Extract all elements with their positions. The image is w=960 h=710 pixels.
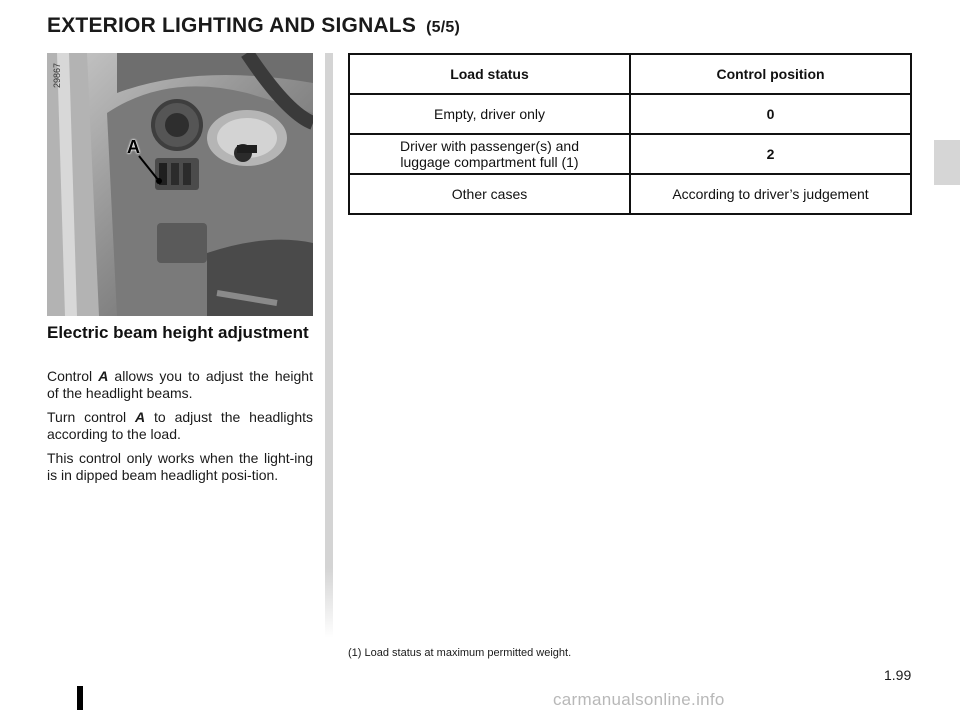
load-status-cell: Empty, driver only: [349, 94, 630, 134]
control-position-cell: 2: [630, 134, 911, 174]
page-title: [47, 14, 460, 38]
control-reference: A: [98, 368, 109, 384]
paragraph-3: This control only works when the light-ing is in dipped beam headlight posi-tion.: [47, 450, 313, 483]
table-row: [349, 94, 911, 134]
paragraph-2: [47, 409, 313, 443]
header-load-status: Load status: [349, 54, 630, 94]
corner-mark: [77, 686, 83, 710]
paragraph-text: allows you to adjust the height of the headlight beams.: [47, 368, 313, 401]
control-position-cell: 0: [630, 94, 911, 134]
paragraph-text: Turn control: [47, 409, 136, 425]
figure-code: 29867: [52, 62, 62, 88]
page-title-text: EXTERIOR LIGHTING AND SIGNALS: [47, 14, 417, 37]
paragraph-1: [47, 368, 313, 402]
table-row: [349, 134, 911, 174]
control-position-cell: According to driver’s judgement: [630, 174, 911, 214]
load-status-cell: Driver with passenger(s) and luggage compartment full (1): [349, 134, 630, 174]
load-table: [348, 53, 912, 215]
section-heading: Electric beam height adjustment: [47, 323, 309, 342]
table-row: [349, 174, 911, 214]
paragraph-text: Control: [47, 368, 99, 384]
paragraph-text: to adjust the headlights according to the load.: [47, 409, 313, 442]
control-reference: A: [135, 409, 146, 425]
page-title-part: (5/5): [426, 19, 460, 36]
section-tab: [934, 140, 960, 185]
callout-label: A: [127, 137, 140, 157]
dashboard-photo: [47, 53, 313, 316]
table-header-row: [349, 54, 911, 94]
load-status-cell: Other cases: [349, 174, 630, 214]
page-number: 1.99: [884, 667, 912, 683]
dashboard-illustration: [47, 53, 313, 316]
watermark[interactable]: carmanualsonline.info: [553, 690, 725, 709]
header-control-position: Control position: [630, 54, 911, 94]
column-divider: [325, 53, 333, 638]
footnote: (1) Load status at maximum permitted weight.: [348, 647, 572, 659]
